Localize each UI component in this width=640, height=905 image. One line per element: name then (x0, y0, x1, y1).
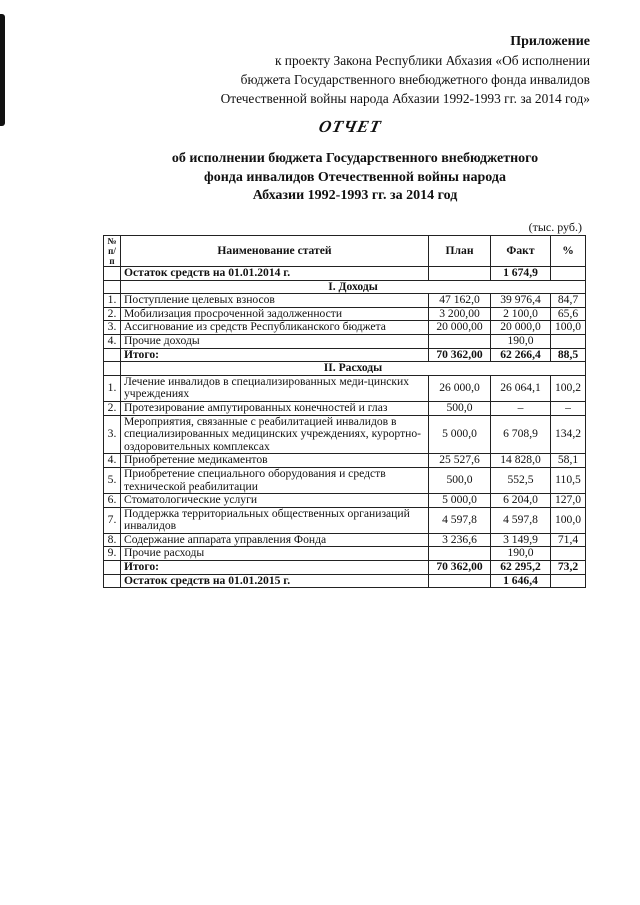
table-body (104, 267, 586, 588)
cell-name: Итого: (121, 348, 429, 362)
cell-num: 5. (104, 467, 121, 493)
cell-name: Прочие расходы (121, 547, 429, 561)
cell-fact: 39 976,4 (491, 294, 551, 308)
title-line: фонда инвалидов Отечественной войны народа (204, 169, 506, 185)
scan-edge-mark (0, 14, 5, 126)
cell-plan: 500,0 (429, 467, 491, 493)
cell-pct: 134,2 (551, 415, 586, 454)
cell-num: 2. (104, 307, 121, 321)
cell-num (104, 574, 121, 588)
table-row (104, 467, 586, 493)
cell-plan: 3 200,00 (429, 307, 491, 321)
header-num: № п/п (104, 236, 121, 267)
cell-pct: 88,5 (551, 348, 586, 362)
header-fact: Факт (491, 236, 551, 267)
cell-fact: 2 100,0 (491, 307, 551, 321)
cell-name: Содержание аппарата управления Фонда (121, 533, 429, 547)
cell-name: Прочие доходы (121, 334, 429, 348)
cell-plan (429, 547, 491, 561)
appendix-title: Приложение (510, 34, 590, 49)
cell-num (104, 280, 121, 294)
table-header-row (104, 236, 586, 267)
table-row (104, 375, 586, 401)
table-row (104, 454, 586, 468)
table-row (104, 415, 586, 454)
table-row (104, 533, 586, 547)
total-row (104, 561, 586, 575)
total-row (104, 267, 586, 281)
cell-fact: 6 708,9 (491, 415, 551, 454)
cell-num: 9. (104, 547, 121, 561)
header-name: Наименование статей (121, 236, 429, 267)
section-row (104, 362, 586, 376)
cell-pct: 100,0 (551, 321, 586, 335)
table-row (104, 321, 586, 335)
cell-name: Стоматологические услуги (121, 494, 429, 508)
cell-plan (429, 267, 491, 281)
table-row (104, 294, 586, 308)
cell-fact: 3 149,9 (491, 533, 551, 547)
cell-num: 4. (104, 334, 121, 348)
cell-fact: 6 204,0 (491, 494, 551, 508)
cell-name: Остаток средств на 01.01.2015 г. (121, 574, 429, 588)
cell-pct (551, 267, 586, 281)
cell-fact: 190,0 (491, 334, 551, 348)
table-row (104, 494, 586, 508)
total-row (104, 574, 586, 588)
cell-fact: 4 597,8 (491, 507, 551, 533)
cell-pct: 71,4 (551, 533, 586, 547)
cell-pct (551, 574, 586, 588)
cell-num: 1. (104, 294, 121, 308)
header-plan: План (429, 236, 491, 267)
appendix-heading (221, 32, 590, 108)
cell-plan (429, 574, 491, 588)
cell-plan: 26 000,0 (429, 375, 491, 401)
cell-fact: 552,5 (491, 467, 551, 493)
cell-fact: 14 828,0 (491, 454, 551, 468)
cell-pct: 100,0 (551, 507, 586, 533)
cell-name: Приобретение медикаментов (121, 454, 429, 468)
cell-name: Ассигнование из средств Республиканского бюджета (121, 321, 429, 335)
cell-plan: 25 527,6 (429, 454, 491, 468)
appendix-line: бюджета Государственного внебюджетного фонда инвалидов (240, 72, 590, 87)
cell-num (104, 348, 121, 362)
cell-num: 3. (104, 321, 121, 335)
table-row (104, 547, 586, 561)
title-line: Абхазии 1992-1993 гг. за 2014 год (252, 188, 458, 203)
cell-fact: 20 000,0 (491, 321, 551, 335)
cell-num: 8. (104, 533, 121, 547)
cell-pct: 65,6 (551, 307, 586, 321)
cell-num: 6. (104, 494, 121, 508)
budget-table (103, 235, 586, 588)
report-word: ОТЧЕТ (317, 117, 384, 136)
cell-plan: 500,0 (429, 401, 491, 415)
cell-name: Протезирование ампутированных конечностей и глаз (121, 401, 429, 415)
cell-plan: 70 362,00 (429, 348, 491, 362)
cell-pct: 73,2 (551, 561, 586, 575)
units-label: (тыс. руб.) (528, 220, 582, 234)
cell-num: 1. (104, 375, 121, 401)
appendix-line: Отечественной войны народа Абхазии 1992-1993 гг. за 2014 год» (220, 91, 590, 106)
cell-fact: 1 646,4 (491, 574, 551, 588)
cell-plan: 3 236,6 (429, 533, 491, 547)
total-row (104, 348, 586, 362)
cell-pct (551, 334, 586, 348)
cell-num (104, 561, 121, 575)
cell-pct: 127,0 (551, 494, 586, 508)
cell-name: Мероприятия, связанные с реабилитацией инвалидов в специализированных медицинских учреждениях, курортно-оздоровительных комплексах (121, 415, 429, 454)
cell-name: Лечение инвалидов в специализированных меди-цинских учреждениях (121, 375, 429, 401)
cell-plan (429, 334, 491, 348)
cell-pct: 84,7 (551, 294, 586, 308)
cell-num: 7. (104, 507, 121, 533)
cell-name: Остаток средств на 01.01.2014 г. (121, 267, 429, 281)
cell-pct (551, 547, 586, 561)
cell-num: 2. (104, 401, 121, 415)
cell-name: Поддержка территориальных общественных организаций инвалидов (121, 507, 429, 533)
cell-fact: 1 674,9 (491, 267, 551, 281)
cell-name: Итого: (121, 561, 429, 575)
cell-pct: 100,2 (551, 375, 586, 401)
document-title (100, 150, 610, 206)
table-row (104, 401, 586, 415)
cell-fact: 62 266,4 (491, 348, 551, 362)
section-title: I. Доходы (121, 280, 586, 294)
table-row (104, 307, 586, 321)
appendix-line: к проекту Закона Республики Абхазия «Об исполнении (274, 53, 590, 68)
cell-pct: – (551, 401, 586, 415)
cell-fact: – (491, 401, 551, 415)
cell-plan: 5 000,0 (429, 415, 491, 454)
cell-name: Мобилизация просроченной задолженности (121, 307, 429, 321)
cell-fact: 190,0 (491, 547, 551, 561)
cell-fact: 62 295,2 (491, 561, 551, 575)
cell-plan: 70 362,00 (429, 561, 491, 575)
cell-name: Поступление целевых взносов (121, 294, 429, 308)
cell-plan: 4 597,8 (429, 507, 491, 533)
table-row (104, 507, 586, 533)
cell-pct: 58,1 (551, 454, 586, 468)
cell-pct: 110,5 (551, 467, 586, 493)
cell-num: 4. (104, 454, 121, 468)
cell-plan: 47 162,0 (429, 294, 491, 308)
cell-name: Приобретение специального оборудования и средств технической реабилитации (121, 467, 429, 493)
title-line: об исполнении бюджета Государственного внебюджетного (171, 151, 539, 166)
section-title: II. Расходы (121, 362, 586, 376)
cell-plan: 5 000,0 (429, 494, 491, 508)
cell-num (104, 362, 121, 376)
cell-num: 3. (104, 415, 121, 454)
header-pct: % (551, 236, 586, 267)
section-row (104, 280, 586, 294)
cell-num (104, 267, 121, 281)
cell-fact: 26 064,1 (491, 375, 551, 401)
table-row (104, 334, 586, 348)
cell-plan: 20 000,00 (429, 321, 491, 335)
